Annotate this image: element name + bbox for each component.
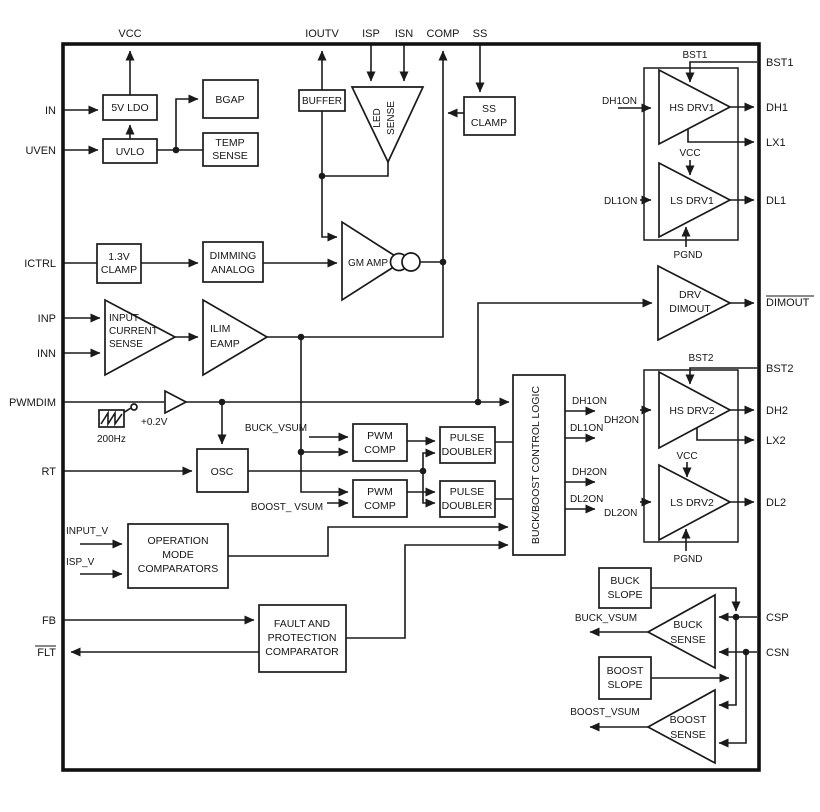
label-buck-sense-1: BUCK [673, 619, 703, 631]
junction-dot [420, 468, 427, 475]
label-pwm2-2: COMP [364, 500, 396, 512]
label-temp-sense-2: SENSE [212, 150, 248, 162]
block-boost-slope [599, 657, 651, 699]
signal-dl1on-in: DL1ON [604, 196, 638, 207]
wire-bst1 [690, 62, 757, 82]
signal-dl1on-out: DL1ON [570, 423, 604, 434]
block-buck-slope [599, 568, 651, 608]
block-dimming-analog [203, 242, 263, 282]
pin-inp: INP [37, 313, 56, 325]
signal-buck-vsum: BUCK_VSUM [244, 423, 308, 434]
pin-lx2: LX2 [766, 435, 786, 447]
junction-dot [219, 399, 226, 406]
junction-dot [733, 614, 740, 621]
junction-dot [319, 173, 326, 180]
signal-boost-vsum: BOOST_ VSUM [250, 502, 324, 513]
signal-dl2on-out: DL2ON [570, 494, 604, 505]
label-opmode-2: MODE [162, 549, 194, 561]
junction-dot [475, 399, 482, 406]
signal-input-v: INPUT_V [66, 526, 109, 537]
label-drv-dimout-1: DRV [679, 289, 701, 301]
label-led-sense-2: SENSE [386, 101, 397, 135]
label-buck-sense-2: SENSE [670, 634, 706, 646]
label-drv-dimout-2: DIMOUT [669, 303, 711, 315]
label-ics-3: SENSE [109, 339, 143, 350]
label-ss-clamp-1: SS [481, 103, 497, 115]
pin-csp: CSP [766, 612, 789, 624]
junction-dot [173, 147, 180, 154]
pin-csn: CSN [766, 647, 790, 659]
pin-uven: UVEN [25, 145, 56, 157]
label-buck-slope-1: BUCK [610, 575, 640, 587]
pin-flt: FLT [37, 647, 56, 659]
wire-lx2 [697, 428, 754, 440]
label-hs-drv1: HS DRV1 [669, 102, 715, 114]
label-doubler2-1: PULSE [449, 486, 485, 498]
pin-bst2: BST2 [766, 363, 794, 375]
blocks [97, 68, 738, 763]
signal-pgnd-drv1: PGND [673, 250, 703, 261]
pin-isp: ISP [362, 28, 380, 40]
label-ics-2: CURRENT [109, 326, 158, 337]
label-dimming-2: ANALOG [211, 264, 255, 276]
signal-dh2on-out: DH2ON [572, 467, 608, 478]
signal-offset: +0.2V [141, 417, 168, 428]
label-fault-1: FAULT AND [273, 618, 331, 630]
label-ls-drv1: LS DRV1 [670, 195, 714, 207]
label-buffer: BUFFER [302, 96, 342, 107]
block-boost-sense [648, 690, 715, 763]
label-boost-sense-2: SENSE [670, 729, 706, 741]
label-opmode-3: COMPARATORS [137, 563, 219, 575]
block-pwmdim-buffer [165, 391, 186, 413]
block-buck-sense [648, 595, 715, 668]
wire-ledsense-out [324, 162, 388, 176]
label-gm-amp: GM AMP [347, 258, 389, 269]
signal-buck-vsum-out: BUCK_VSUM [574, 613, 638, 624]
wire-osc-to-doubler2 [423, 471, 435, 503]
pin-ss: SS [472, 28, 488, 40]
pin-inn: INN [37, 348, 56, 360]
label-1v3-clamp-1: 1.3V [108, 251, 130, 263]
signal-dh1on-in: DH1ON [602, 96, 638, 107]
label-buck-slope-2: SLOPE [607, 589, 643, 601]
label-doubler1-2: DOUBLER [441, 446, 493, 458]
pin-dl1: DL1 [766, 195, 787, 207]
label-boost-slope-2: SLOPE [607, 679, 643, 691]
wire-csn-to-boost [719, 652, 746, 743]
pin-lx1: LX1 [766, 137, 786, 149]
signal-bst1: BST1 [682, 50, 708, 61]
signal-200hz: 200Hz [97, 434, 126, 445]
pin-rt: RT [41, 466, 56, 478]
label-fault-2: PROTECTION [267, 632, 337, 644]
wire-eamp-branch-down [301, 337, 348, 492]
pin-fb: FB [41, 615, 56, 627]
pin-vcc: VCC [118, 28, 142, 40]
label-ilim-1: ILIM [210, 323, 231, 335]
wire-to-bgap [176, 99, 198, 150]
junction-dot [743, 649, 750, 656]
pin-ioutv: IOUTV [305, 28, 339, 40]
label-bgap: BGAP [215, 94, 245, 106]
label-opmode-1: OPERATION [147, 535, 209, 547]
signal-vcc-drv1: VCC [679, 148, 701, 159]
junction-dot [298, 449, 305, 456]
label-pwm2-1: PWM [367, 486, 393, 498]
signal-dl2on-in: DL2ON [604, 508, 638, 519]
label-uvlo: UVLO [115, 146, 145, 158]
pin-dimout: DIMOUT [766, 297, 810, 309]
signal-bst2: BST2 [688, 353, 714, 364]
wire-lx1 [688, 128, 754, 142]
signal-vcc-drv2: VCC [676, 451, 698, 462]
label-pwm1-2: COMP [364, 444, 396, 456]
label-osc: OSC [210, 466, 234, 478]
label-temp-sense-1: TEMP [215, 137, 245, 149]
label-boost-slope-1: BOOST [606, 665, 644, 677]
label-doubler1-1: PULSE [449, 432, 485, 444]
signal-dh1on-out: DH1ON [572, 396, 608, 407]
signal-isp-v: ISP_V [66, 557, 95, 568]
wire-csp-to-boost [719, 617, 736, 705]
switch-contact-icon [131, 404, 137, 410]
signal-pgnd-drv2: PGND [673, 554, 703, 565]
block-input-current-sense [105, 300, 175, 375]
pin-ictrl: ICTRL [24, 258, 56, 270]
label-pwm1-1: PWM [367, 430, 393, 442]
pin-dh1: DH1 [766, 102, 789, 114]
label-control-logic: BUCK/BOOST CONTROL LOGIC [530, 385, 542, 545]
label-hs-drv2: HS DRV2 [669, 405, 715, 417]
label-doubler2-2: DOUBLER [441, 500, 493, 512]
wire-opmode-to-logic [228, 527, 508, 556]
wire-fault-to-logic [346, 545, 508, 638]
pin-pwmdim: PWMDIM [8, 397, 56, 409]
pin-in: IN [45, 105, 56, 117]
label-fault-3: COMPARATOR [265, 646, 339, 658]
gm-amp-current-source-2 [402, 253, 420, 271]
label-ics-1: INPUT [109, 313, 139, 324]
signal-boost-vsum-out: BOOST_VSUM [570, 707, 640, 718]
label-ss-clamp-2: CLAMP [470, 117, 508, 129]
pin-dl2: DL2 [766, 497, 787, 509]
signal-dh2on-in: DH2ON [604, 415, 640, 426]
pin-comp: COMP [426, 28, 460, 40]
pin-isn: ISN [394, 28, 414, 40]
pin-dh2: DH2 [766, 405, 789, 417]
label-dimming-1: DIMMING [209, 250, 257, 262]
junction-dot [440, 259, 447, 266]
pin-bst1: BST1 [766, 57, 794, 69]
label-1v3-clamp-2: CLAMP [100, 264, 138, 276]
label-boost-sense-1: BOOST [669, 714, 707, 726]
junction-dot [298, 334, 305, 341]
label-ls-drv2: LS DRV2 [670, 497, 714, 509]
label-ilim-2: EAMP [210, 338, 240, 350]
label-led-sense-1: LED [372, 108, 383, 128]
label-5v-ldo: 5V LDO [111, 102, 149, 114]
